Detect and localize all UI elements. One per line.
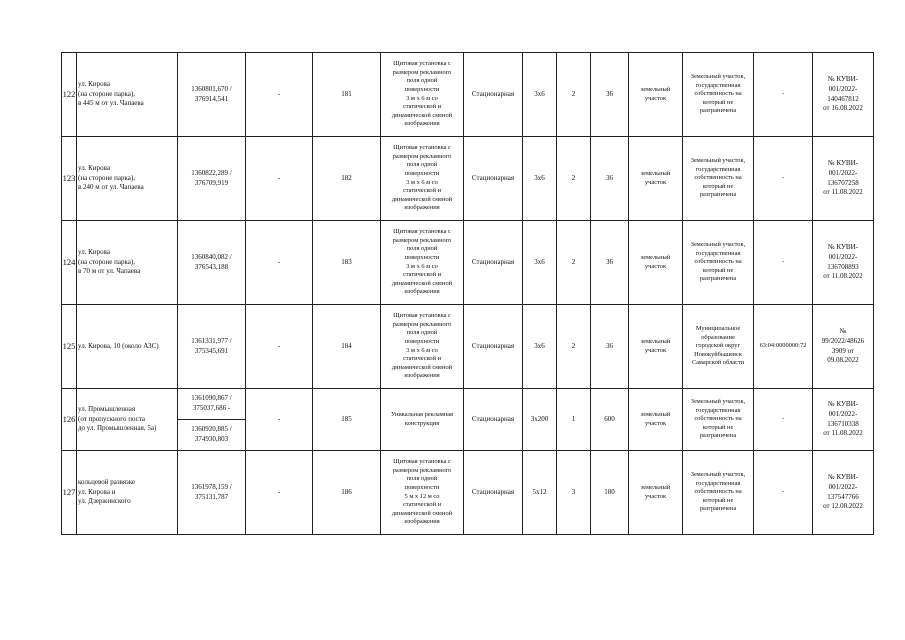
construction-type-cell-line: динамической сменой <box>391 111 453 119</box>
size-cell: 3х6 <box>523 305 557 389</box>
size-cell: 3х6 <box>523 137 557 221</box>
land-cell-line: участок <box>644 346 667 354</box>
address-cell <box>77 137 178 221</box>
coordinates-cell-line: 376914,541 <box>194 94 229 103</box>
address-cell-line: (на стороне парка), <box>78 173 135 182</box>
place-number-cell: 184 <box>313 305 381 389</box>
land-cell-line: земельный <box>640 410 671 418</box>
column-4-cell: - <box>246 137 313 221</box>
permit-cell-line: № <box>839 327 847 336</box>
coordinates-cell-line: 1361090,867 / <box>191 394 232 403</box>
construction-type-cell-line: Щитовая установка с <box>393 458 451 466</box>
column-4-cell: - <box>246 305 313 389</box>
area-cell: 36 <box>591 137 629 221</box>
coordinates-cell-line: 375131,787 <box>194 492 229 501</box>
installation-kind-cell: Стационарная <box>464 305 523 389</box>
owner-cell-line: который не <box>702 423 734 431</box>
construction-type-cell-line: Щитовая установка с <box>393 60 451 68</box>
construction-type-cell-line: Уникальная рекламная <box>390 410 453 418</box>
construction-type-cell-line: статической и <box>402 501 442 509</box>
coordinates-cell-line: 1361331,977 / <box>191 336 232 345</box>
address-cell-line: (на стороне парка), <box>78 89 135 98</box>
permit-cell-line: от 16.08.2022 <box>823 104 863 113</box>
permit-cell-line: № КУВИ- <box>828 400 858 409</box>
owner-cell-line: государственная <box>695 406 741 414</box>
address-cell-line: в 445 м от ул. Чапаева <box>78 99 144 108</box>
permit-cell-line: 136707258 <box>827 178 859 187</box>
land-cell-line: земельный <box>640 253 671 261</box>
permit-cell <box>813 451 874 535</box>
coordinates-cell-line: 1360920,885 / <box>191 425 232 434</box>
owner-cell-line: Самарской области <box>691 359 745 367</box>
construction-type-cell-line: статической и <box>402 355 442 363</box>
cadastre-cell: - <box>754 389 813 451</box>
address-cell-line: кольцевой развязке <box>78 478 136 487</box>
construction-type-cell-line: 3 м х 6 м со <box>406 178 438 186</box>
coordinates-cell <box>178 137 246 221</box>
owner-cell-line: разграничена <box>699 275 737 283</box>
owner-cell-line: разграничена <box>699 505 737 513</box>
table-body <box>62 53 874 535</box>
land-cell-line: участок <box>644 94 667 102</box>
land-cell <box>629 389 683 451</box>
owner-cell <box>683 137 754 221</box>
coordinates-cell <box>178 389 246 420</box>
cadastre-cell: - <box>754 451 813 535</box>
land-cell-line: земельный <box>640 483 671 491</box>
construction-type-cell-line: 5 м х 12 м со <box>404 492 440 500</box>
address-cell <box>77 389 178 451</box>
permit-cell-line: 001/2022- <box>828 252 858 261</box>
cadastre-cell: - <box>754 221 813 305</box>
construction-type-cell-line: изображения <box>404 372 440 380</box>
row-number: 126 <box>62 389 77 451</box>
owner-cell-line: Земельный участок, <box>690 398 746 406</box>
construction-type-cell-line: 3 м х 6 м со <box>406 262 438 270</box>
permit-cell-line: 001/2022- <box>828 84 858 93</box>
construction-type-cell-line: динамической сменой <box>391 509 453 517</box>
owner-cell <box>683 53 754 137</box>
construction-type-cell-line: поля одной <box>406 161 438 169</box>
address-cell-line: ул. Промышленная <box>78 405 136 414</box>
installation-kind-cell: Стационарная <box>464 451 523 535</box>
construction-type-cell-line: изображения <box>404 288 440 296</box>
owner-cell-line: который не <box>702 496 734 504</box>
permit-cell-line: 3909 от <box>831 346 855 355</box>
construction-type-cell-line: конструкция <box>404 419 440 427</box>
address-cell <box>77 305 178 389</box>
owner-cell-line: собственность на <box>694 174 742 182</box>
construction-type-cell <box>381 451 464 535</box>
address-cell-line: ул. Кирова <box>78 164 110 173</box>
construction-type-cell-line: изображения <box>404 518 440 526</box>
table-row <box>62 53 874 137</box>
construction-type-cell-line: поля одной <box>406 329 438 337</box>
coordinates-cell <box>178 451 246 535</box>
row-number: 127 <box>62 451 77 535</box>
area-cell: 600 <box>591 389 629 451</box>
construction-type-cell-line: поля одной <box>406 245 438 253</box>
permit-cell <box>813 137 874 221</box>
owner-cell <box>683 221 754 305</box>
permit-cell <box>813 221 874 305</box>
permit-cell-line: 99/2022/48626 <box>821 336 865 345</box>
construction-type-cell-line: 3 м х 6 м со <box>406 94 438 102</box>
address-cell-line: ул. Кирова, 10 (около АЗС) <box>78 341 159 350</box>
permit-cell-line: 001/2022- <box>828 482 858 491</box>
permit-cell-line: от 11.08.2022 <box>823 188 863 197</box>
construction-type-cell-line: изображения <box>404 120 440 128</box>
construction-type-cell-line: поверхности <box>404 253 440 261</box>
permit-cell-line: 140467812 <box>827 94 859 103</box>
sides-cell: 3 <box>557 451 591 535</box>
size-cell: 3х6 <box>523 53 557 137</box>
construction-type-cell <box>381 305 464 389</box>
size-cell: 5х12 <box>523 451 557 535</box>
sides-cell: 2 <box>557 137 591 221</box>
land-cell <box>629 137 683 221</box>
permit-cell-line: № КУВИ- <box>828 243 858 252</box>
owner-cell-line: который не <box>702 98 734 106</box>
owner-cell-line: разграничена <box>699 107 737 115</box>
place-number-cell: 181 <box>313 53 381 137</box>
owner-cell-line: собственность на <box>694 258 742 266</box>
owner-cell <box>683 389 754 451</box>
construction-type-cell-line: размером рекламного <box>392 466 452 474</box>
sides-cell: 1 <box>557 389 591 451</box>
owner-cell <box>683 305 754 389</box>
address-cell <box>77 451 178 535</box>
register-table <box>61 52 874 535</box>
construction-type-cell-line: динамической сменой <box>391 279 453 287</box>
permit-cell-line: 136708893 <box>827 262 859 271</box>
owner-cell-line: Земельный участок, <box>690 73 746 81</box>
land-cell-line: участок <box>644 262 667 270</box>
coordinates-cell-line: 376709,919 <box>194 178 229 187</box>
land-cell <box>629 451 683 535</box>
owner-cell-line: собственность на <box>694 488 742 496</box>
permit-cell-line: № КУВИ- <box>828 75 858 84</box>
address-cell-line: ул. Дзержинского <box>78 497 131 506</box>
sides-cell: 2 <box>557 53 591 137</box>
owner-cell-line: государственная <box>695 479 741 487</box>
coordinates-cell-line: 376543,188 <box>194 262 229 271</box>
construction-type-cell-line: 3 м х 6 м со <box>406 346 438 354</box>
land-cell <box>629 221 683 305</box>
owner-cell-line: собственность на <box>694 90 742 98</box>
permit-cell-line: 001/2022- <box>828 168 858 177</box>
permit-cell-line: от 11.08.2022 <box>823 272 863 281</box>
construction-type-cell <box>381 137 464 221</box>
size-cell: 3х6 <box>523 221 557 305</box>
address-cell-line: в 70 м от ул. Чапаева <box>78 267 141 276</box>
land-cell <box>629 53 683 137</box>
permit-cell-line: от 11.08.2022 <box>823 429 863 438</box>
land-cell <box>629 305 683 389</box>
owner-cell-line: государственная <box>695 81 741 89</box>
construction-type-cell-line: Щитовая установка с <box>393 228 451 236</box>
permit-cell-line: 137547766 <box>827 492 859 501</box>
permit-cell-line: 136710338 <box>827 419 859 428</box>
permit-cell-line: № КУВИ- <box>828 159 858 168</box>
table-row <box>62 451 874 535</box>
sides-cell: 2 <box>557 221 591 305</box>
cadastre-cell: 63:04:0000000:72 <box>754 305 813 389</box>
table-row <box>62 137 874 221</box>
place-number-cell: 182 <box>313 137 381 221</box>
construction-type-cell-line: размером рекламного <box>392 152 452 160</box>
construction-type-cell-line: Щитовая установка с <box>393 144 451 152</box>
address-cell-line: ул. Кирова <box>78 248 110 257</box>
owner-cell-line: разграничена <box>699 191 737 199</box>
owner-cell-line: Земельный участок, <box>690 471 746 479</box>
place-number-cell: 183 <box>313 221 381 305</box>
column-4-cell: - <box>246 451 313 535</box>
coordinates-cell-line: 1361978,159 / <box>191 482 232 491</box>
land-cell-line: участок <box>644 492 667 500</box>
address-cell-line: (на стороне парка), <box>78 257 135 266</box>
address-cell-line: в 240 м от ул. Чапаева <box>78 183 144 192</box>
owner-cell-line: государственная <box>695 165 741 173</box>
coordinates-cell <box>178 53 246 137</box>
owner-cell-line: образование <box>701 333 735 341</box>
construction-type-cell-line: динамической сменой <box>391 195 453 203</box>
area-cell: 180 <box>591 451 629 535</box>
construction-type-cell <box>381 221 464 305</box>
construction-type-cell-line: Щитовая установка с <box>393 312 451 320</box>
construction-type-cell-line: изображения <box>404 204 440 212</box>
owner-cell-line: Земельный участок, <box>690 241 746 249</box>
construction-type-cell-line: размером рекламного <box>392 320 452 328</box>
construction-type-cell-line: поля одной <box>406 77 438 85</box>
construction-type-cell-line: поверхности <box>404 483 440 491</box>
installation-kind-cell: Стационарная <box>464 137 523 221</box>
coordinates-cell-line: 375037,686 - <box>192 404 231 412</box>
column-4-cell: - <box>246 221 313 305</box>
construction-type-cell-line: поверхности <box>404 85 440 93</box>
address-cell <box>77 221 178 305</box>
area-cell: 36 <box>591 53 629 137</box>
installation-kind-cell: Стационарная <box>464 221 523 305</box>
coordinates-cell-line: 1360801,670 / <box>191 84 232 93</box>
coordinates-cell-line: 374930,803 <box>194 435 229 443</box>
sides-cell: 2 <box>557 305 591 389</box>
table-row <box>62 389 874 420</box>
owner-cell-line: городской округ <box>695 342 741 350</box>
construction-type-cell-line: поверхности <box>404 337 440 345</box>
area-cell: 36 <box>591 221 629 305</box>
construction-type-cell-line: статической и <box>402 271 442 279</box>
address-cell-line: (от пропускного поста <box>78 414 146 423</box>
construction-type-cell-line: поверхности <box>404 169 440 177</box>
construction-type-cell-line: размером рекламного <box>392 236 452 244</box>
coordinates-cell <box>178 305 246 389</box>
coordinates-cell <box>178 221 246 305</box>
cadastre-cell: - <box>754 137 813 221</box>
owner-cell-line: Муниципальное <box>695 325 741 333</box>
permit-cell <box>813 53 874 137</box>
permit-cell <box>813 305 874 389</box>
row-number: 124 <box>62 221 77 305</box>
owner-cell-line: Земельный участок, <box>690 157 746 165</box>
cadastre-cell: - <box>754 53 813 137</box>
permit-cell-line: 001/2022- <box>828 409 858 418</box>
address-cell-line: ул. Кирова <box>78 80 110 89</box>
coordinates-cell-line: 1360822,289 / <box>191 168 232 177</box>
land-cell-line: участок <box>644 178 667 186</box>
owner-cell-line: который не <box>702 182 734 190</box>
permit-cell <box>813 389 874 451</box>
table-row <box>62 305 874 389</box>
construction-type-cell-line: динамической сменой <box>391 363 453 371</box>
construction-type-cell-line: поля одной <box>406 475 438 483</box>
area-cell: 36 <box>591 305 629 389</box>
construction-type-cell <box>381 389 464 451</box>
permit-cell-line: № КУВИ- <box>828 473 858 482</box>
address-cell-line: ул. Кирова и <box>78 487 116 496</box>
column-4-cell: - <box>246 53 313 137</box>
size-cell: 3х200 <box>523 389 557 451</box>
construction-type-cell-line: размером рекламного <box>392 68 452 76</box>
installation-kind-cell: Стационарная <box>464 53 523 137</box>
permit-cell-line: 09.08.2022 <box>827 356 859 365</box>
construction-type-cell-line: статической и <box>402 187 442 195</box>
coordinates-cell <box>178 420 246 451</box>
coordinates-cell-line: 1360840,082 / <box>191 252 232 261</box>
row-number: 123 <box>62 137 77 221</box>
owner-cell-line: собственность на <box>694 415 742 423</box>
column-4-cell: - <box>246 389 313 451</box>
land-cell-line: участок <box>644 419 667 427</box>
construction-type-cell-line: статической и <box>402 103 442 111</box>
land-cell-line: земельный <box>640 337 671 345</box>
address-cell <box>77 53 178 137</box>
installation-kind-cell: Стационарная <box>464 389 523 451</box>
owner-cell-line: который не <box>702 266 734 274</box>
permit-cell-line: от 12.08.2022 <box>823 502 863 511</box>
owner-cell-line: Новокуйбышевск <box>694 350 742 358</box>
owner-cell <box>683 451 754 535</box>
construction-type-cell <box>381 53 464 137</box>
place-number-cell: 186 <box>313 451 381 535</box>
land-cell-line: земельный <box>640 85 671 93</box>
coordinates-cell-line: 375345,691 <box>194 346 229 355</box>
place-number-cell: 185 <box>313 389 381 451</box>
row-number: 125 <box>62 305 77 389</box>
land-cell-line: земельный <box>640 169 671 177</box>
row-number: 122 <box>62 53 77 137</box>
address-cell-line: до ул. Промышленная, 5а) <box>78 424 157 433</box>
owner-cell-line: государственная <box>695 249 741 257</box>
table-row <box>62 221 874 305</box>
owner-cell-line: разграничена <box>699 432 737 440</box>
